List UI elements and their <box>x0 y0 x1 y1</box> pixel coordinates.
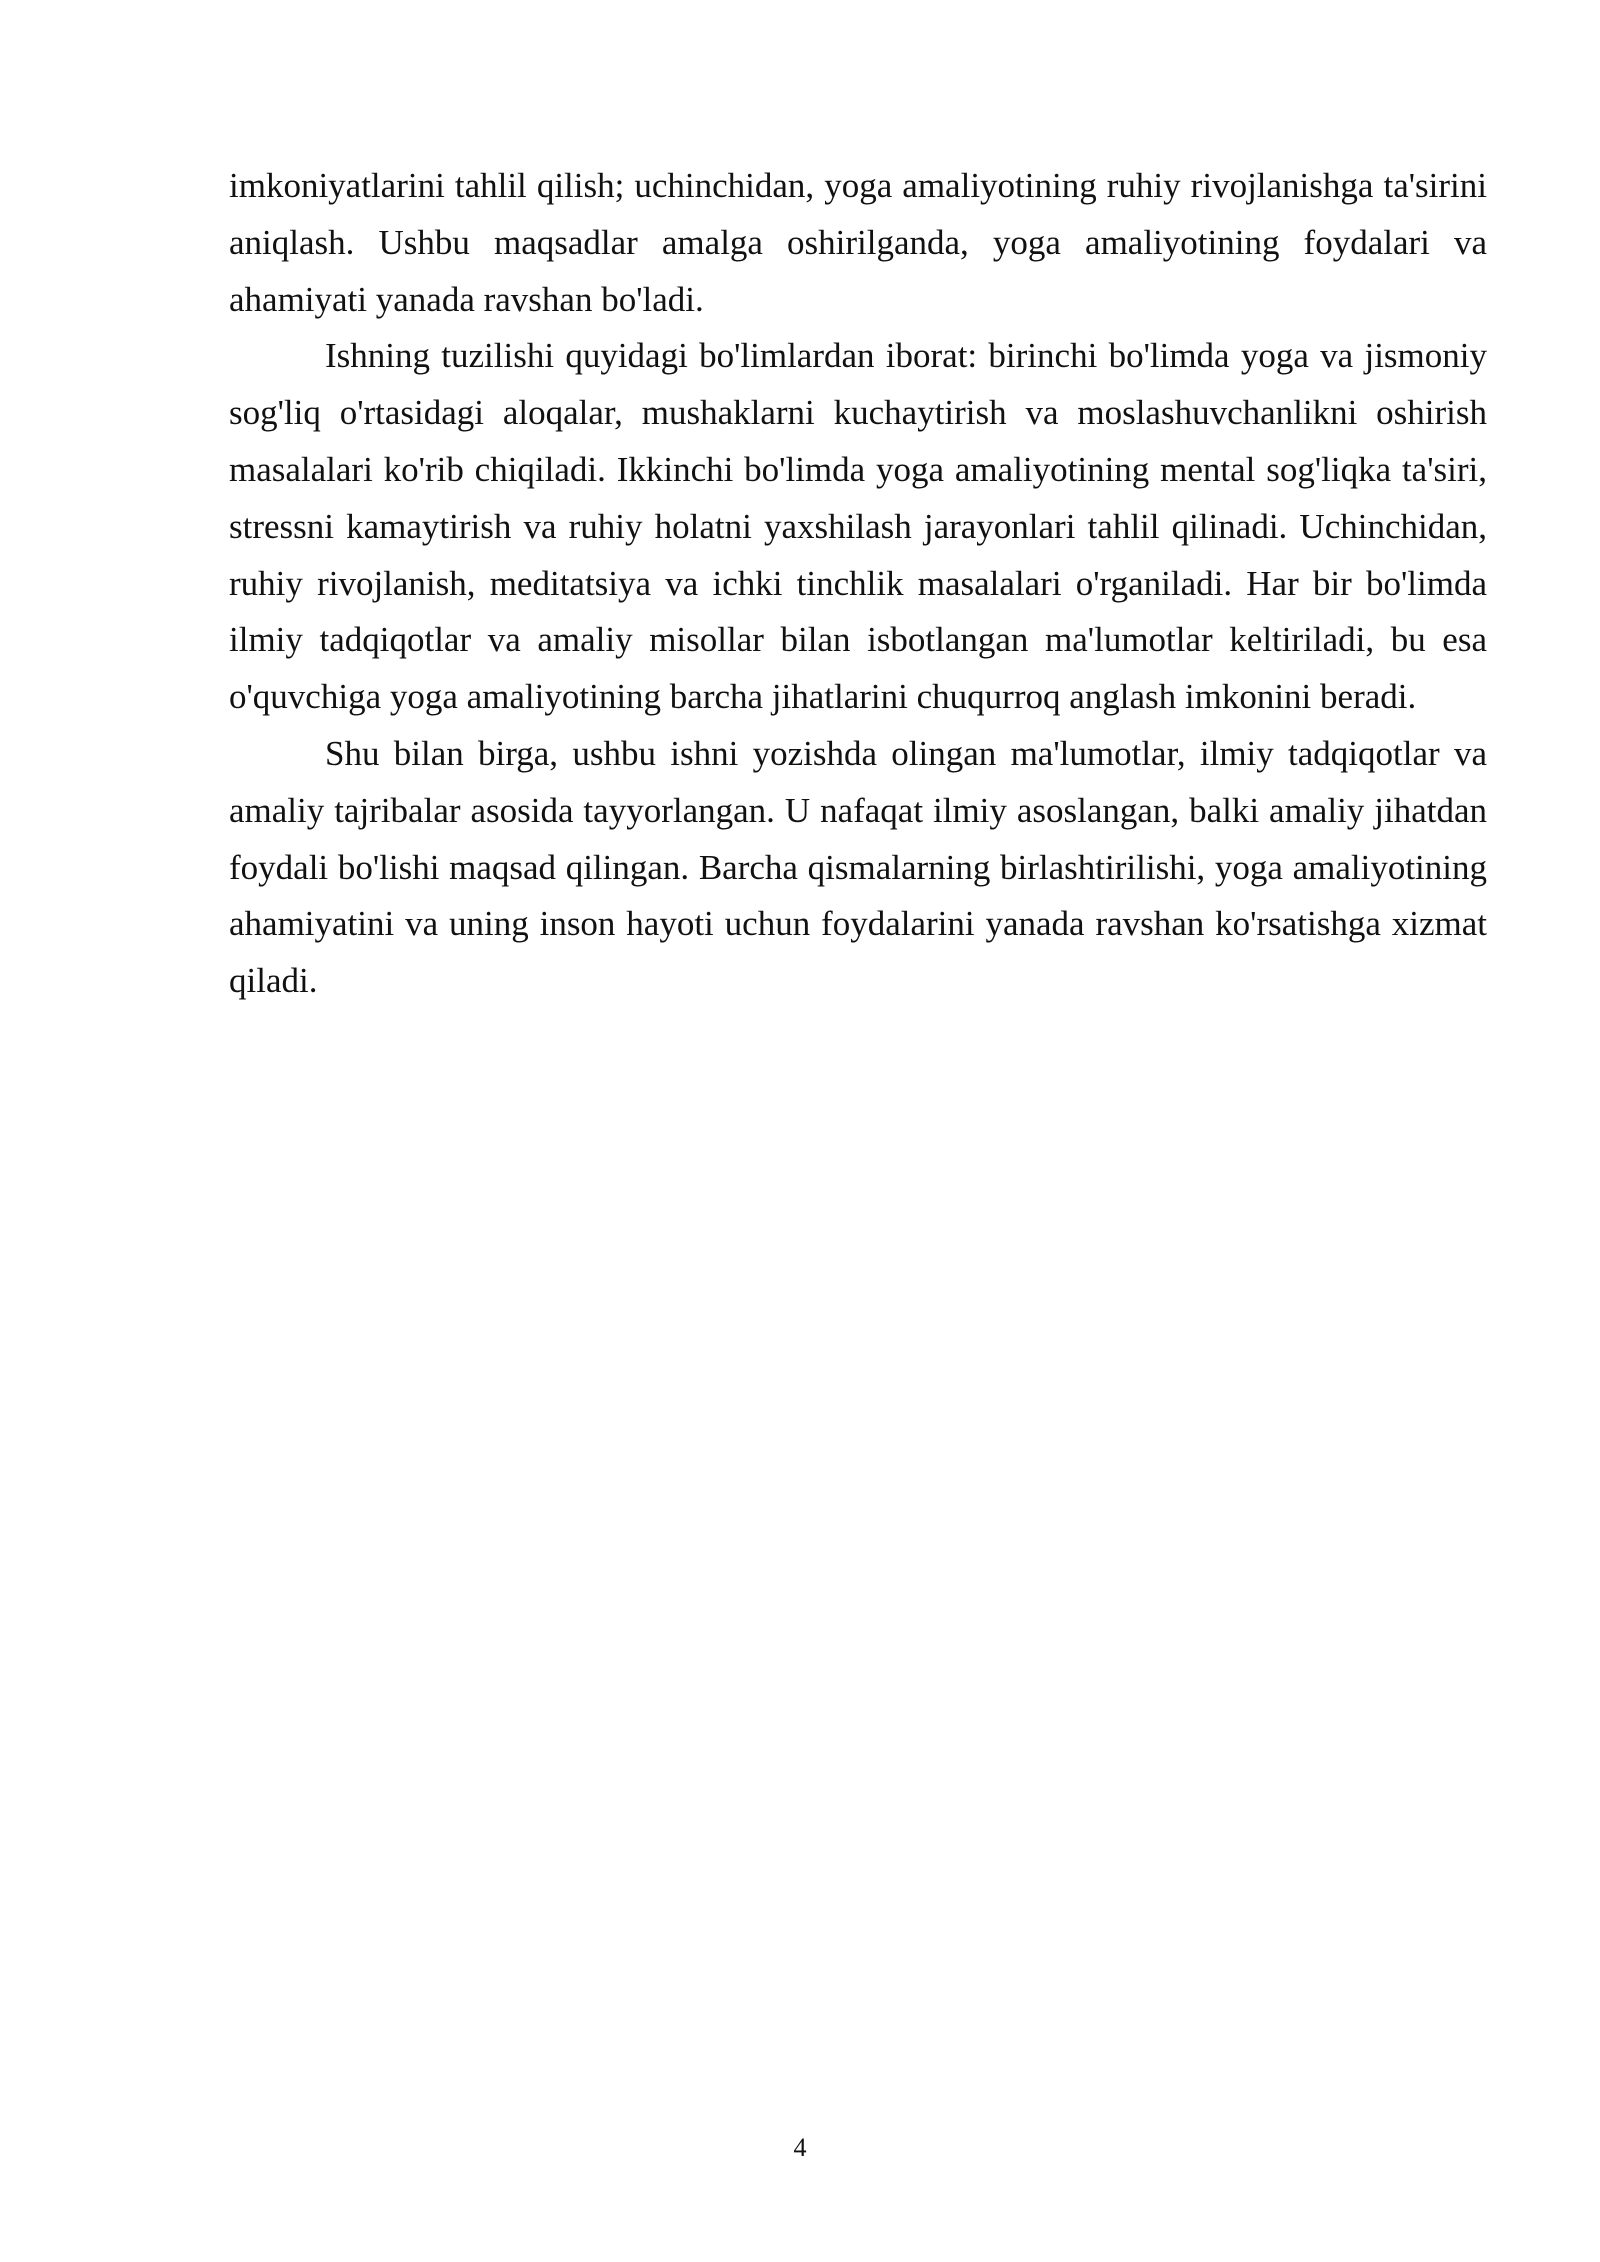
page-number: 4 <box>793 2133 807 2162</box>
paragraph-structure: Ishning tuzilishi quyidagi bo'limlardan iborat: birinchi bo'limda yoga va jismoniy sog'liq o'rtasidagi aloqalar, mushaklarni kuchaytirish va moslashuvchanlikni oshirish masalalari ko'rib chiqiladi. Ikkinchi bo'limda yoga amaliyotining mental sog'liqka ta'siri, stressni kamaytirish va ruhiy holatni yaxshilash jarayonlari tahlil qilinadi. Uchinchidan, ruhiy rivojlanish, meditatsiya va ichki tinchlik masalalari o'rganiladi. Har bir bo'limda ilmiy tadqiqotlar va amaliy misollar bilan isbotlangan ma'lumotlar keltiriladi, bu esa o'quvchiga yoga amaliyotining barcha jihatlarini chuqurroq anglash imkonini beradi. <box>229 336 1487 717</box>
paragraph-conclusion: Shu bilan birga, ushbu ishni yozishda olingan ma'lumotlar, ilmiy tadqiqotlar va amaliy tajribalar asosida tayyorlangan. U nafaqat ilmiy asoslangan, balki amaliy jihatdan foydali bo'lishi maqsad qilingan. Barcha qismalarning birlashtirilishi, yoga amaliyotining ahamiyatini va uning inson hayoti uchun foydalarini yanada ravshan ko'rsatishga xizmat qiladi. <box>229 733 1487 1001</box>
body-text <box>229 158 1487 1010</box>
paragraph-continued: imkoniyatlarini tahlil qilish; uchinchidan, yoga amaliyotining ruhiy rivojlanishga ta'sirini aniqlash. Ushbu maqsadlar amalga oshirilganda, yoga amaliyotining foydalari va ahamiyati yanada ravshan bo'ladi. <box>229 166 1487 319</box>
